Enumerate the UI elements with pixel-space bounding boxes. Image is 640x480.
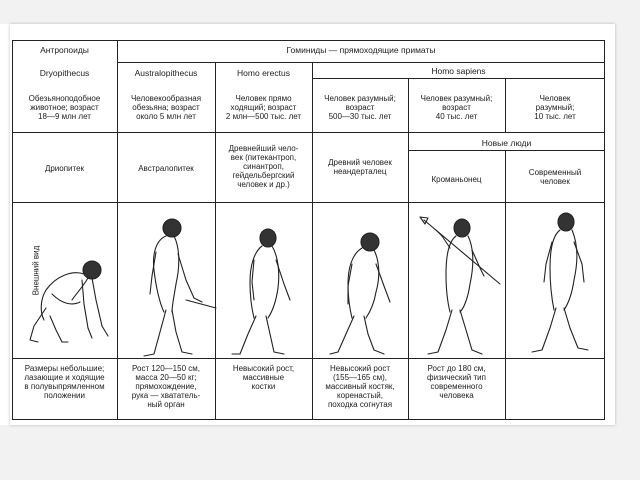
features-homo-erectus: Невысокий рост, массивные костки	[232, 364, 295, 391]
name-dryopithecus: Дриопитек	[44, 164, 85, 173]
evolution-table	[12, 40, 605, 420]
col-divider-5a	[505, 78, 506, 132]
ape-on-all-fours-icon	[22, 208, 112, 356]
table-border-right	[604, 40, 605, 420]
features-neanderthal: Невысокий рост (155—165 см), массивный костяк, коренастый, походка согнутая	[325, 364, 395, 409]
col-divider-5b	[505, 150, 506, 420]
header-new-people: Новые люди	[481, 139, 532, 148]
ape-with-club-icon	[124, 208, 214, 356]
walker-with-spear-icon	[414, 208, 502, 356]
col-divider-2	[215, 62, 216, 420]
col-divider-4	[408, 78, 409, 420]
header-homo-sapiens: Homo sapiens	[431, 67, 486, 76]
latin-australopithecus: Australopithecus	[134, 69, 198, 78]
latin-homo-erectus: Homo erectus	[237, 69, 290, 78]
name-cro-magnon: Кроманьонец	[431, 175, 482, 184]
table-border-bottom	[12, 419, 605, 420]
desc-neanderthal: Человек разумный; возраст 500—30 тыс. лет	[324, 94, 396, 121]
name-homo-erectus: Древнейший чело- век (питекантроп, синантроп, гейдельбергский человек и др.)	[228, 144, 299, 189]
name-australopithecus: Австралопитек	[138, 164, 194, 173]
col-divider-1	[117, 40, 118, 420]
desc-australopithecus: Человекообразная обезьяна; возраст около 5 млн лет	[130, 94, 202, 121]
row-divider-2	[12, 202, 605, 203]
hunched-walker-icon	[318, 208, 404, 356]
table-border-top	[12, 40, 605, 41]
name-neanderthal: Древний человек неандерталец	[328, 158, 392, 176]
table-border-left	[12, 40, 13, 420]
slide-frame	[10, 24, 615, 425]
name-modern: Современный человек	[528, 168, 582, 186]
sapiens-divider	[312, 78, 605, 79]
desc-cro-magnon: Человек разумный; возраст 40 тыс. лет	[420, 94, 493, 121]
header-hominids: Гоминиды — прямоходящие приматы	[286, 46, 436, 55]
stooped-walker-icon	[222, 208, 308, 356]
desc-modern: Человек разумный; 10 тыс. лет	[534, 94, 576, 121]
latin-dryopithecus: Dryopithecus	[39, 69, 90, 78]
desc-homo-erectus: Человек прямо ходящий; возраст 2 млн—500 тыс. лет	[225, 94, 302, 121]
col-divider-3	[312, 62, 313, 420]
features-dryopithecus: Размеры небольшие; лазающие и ходящие в полувыпрямленном положении	[24, 364, 105, 400]
features-australopithecus: Рост 120—150 см, масса 20—50 кг; прямохождение, рука — хвататель- ный орган	[131, 364, 201, 409]
side-label-appearance: Внешний вид	[31, 245, 41, 296]
row-divider-1	[12, 132, 605, 133]
header-anthropoids: Антропоиды	[40, 46, 89, 55]
new-people-divider	[408, 150, 605, 151]
upright-walker-icon	[512, 208, 600, 356]
row-divider-3	[12, 358, 605, 359]
features-cro-magnon: Рост до 180 см, физический тип современного человека	[427, 364, 486, 400]
desc-dryopithecus: Обезьяноподобное животное; возраст 18—9 млн лет	[28, 94, 101, 121]
header-divider	[117, 62, 605, 63]
